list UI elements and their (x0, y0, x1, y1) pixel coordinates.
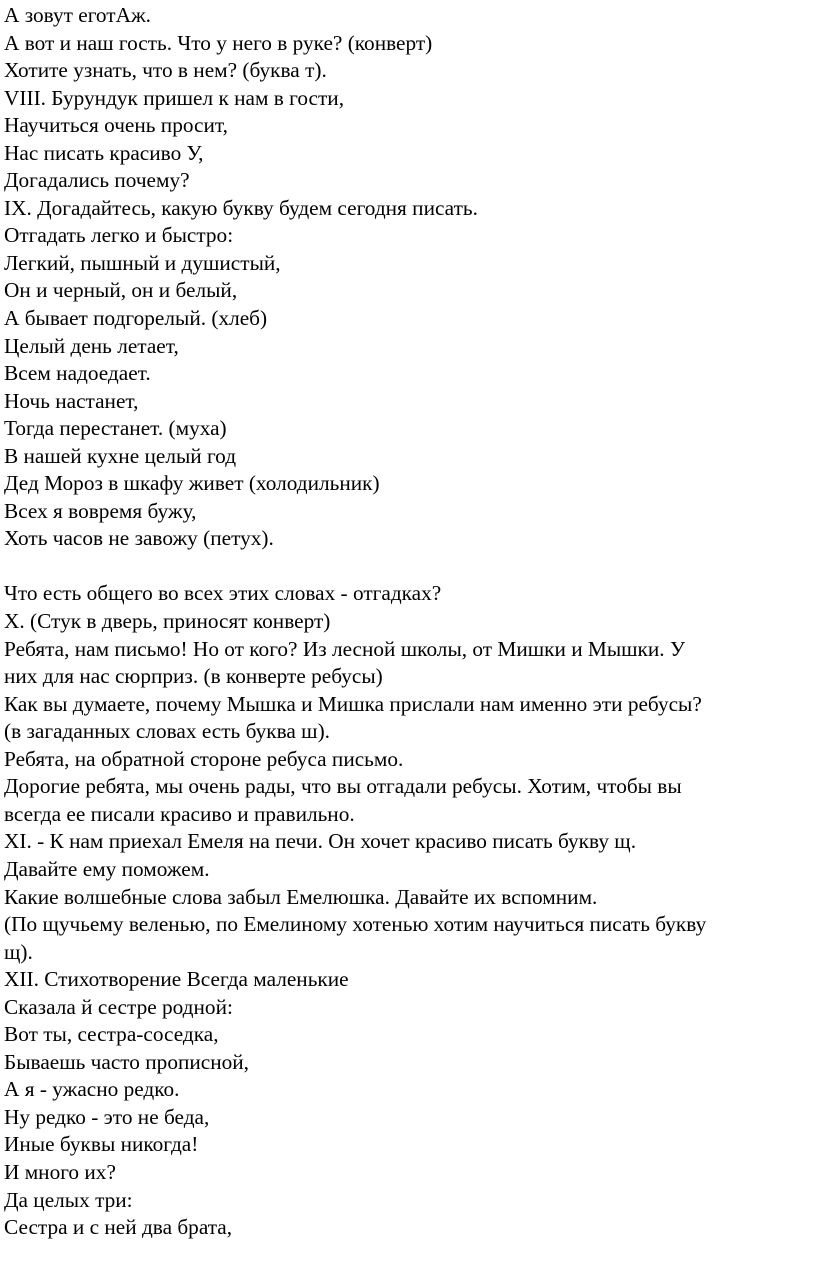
text-line: Ночь настанет, (4, 388, 139, 413)
text-line: Научиться очень просит, (4, 113, 228, 138)
text-line: Вот ты, сестра-соседка, (4, 1022, 219, 1047)
text-line: А зовут еготАж. (4, 3, 151, 27)
text-line: Легкий, пышный и душистый, (4, 250, 281, 275)
blank-line (4, 553, 810, 581)
text-line: IX. Догадайтесь, какую букву будем сегодня писать. (4, 195, 478, 220)
text-line: всегда ее писали красиво и правильно. (4, 801, 355, 826)
text-line: (в загаданных словах есть буква ш). (4, 719, 330, 744)
text-line: Тогда перестанет. (муха) (4, 416, 227, 441)
text-line: Всех я вовремя бужу, (4, 498, 197, 523)
text-line: Да целых три: (4, 1187, 133, 1212)
text-line: Нас писать красиво У, (4, 140, 204, 165)
text-line: Ребята, на обратной стороне ребуса письмо. (4, 746, 404, 771)
text-line: XII. Стихотворение Всегда маленькие (4, 967, 349, 992)
text-block-2 (4, 580, 810, 1241)
text-block-1 (4, 2, 810, 553)
text-line: И много их? (4, 1159, 116, 1184)
text-line: Ну редко - это не беда, (4, 1104, 210, 1129)
text-line: А бывает подгорелый. (хлеб) (4, 306, 268, 331)
text-line: них для нас сюрприз. (в конверте ребусы) (4, 664, 383, 689)
text-line: Бываешь часто прописной, (4, 1049, 249, 1074)
text-line: Отгадать легко и быстро: (4, 223, 234, 248)
text-line: А я - ужасно редко. (4, 1077, 180, 1102)
text-line: Догадались почему? (4, 168, 190, 193)
text-line: Хотите узнать, что в нем? (буква т). (4, 58, 327, 83)
text-line: Как вы думаете, почему Мышка и Мишка прислали нам именно эти ребусы? (4, 691, 702, 716)
text-line: Он и черный, он и белый, (4, 278, 238, 303)
text-line: Сказала й сестре родной: (4, 994, 233, 1019)
text-line: Всем надоедает. (4, 361, 151, 386)
text-line: А вот и наш гость. Что у него в руке? (конверт) (4, 30, 433, 55)
text-line: X. (Стук в дверь, приносят конверт) (4, 609, 331, 634)
text-line: Какие волшебные слова забыл Емелюшка. Давайте их вспомним. (4, 884, 598, 909)
text-line: Иные буквы никогда! (4, 1132, 199, 1157)
text-line: Сестра и с ней два брата, (4, 1215, 233, 1240)
text-line: Дорогие ребята, мы очень рады, что вы отгадали ребусы. Хотим, чтобы вы (4, 774, 682, 799)
text-line: В нашей кухне целый год (4, 443, 237, 468)
text-line: Целый день летает, (4, 333, 179, 358)
text-line: VIII. Бурундук пришел к нам в гости, (4, 85, 345, 110)
text-line: щ). (4, 939, 33, 964)
text-line: (По щучьему веленью, по Емелиному хотенью хотим научиться писать букву (4, 912, 707, 937)
text-line: Что есть общего во всех этих словах - отгадках? (4, 581, 442, 606)
text-line: Хоть часов не завожу (петух). (4, 526, 274, 551)
text-line: Давайте ему поможем. (4, 856, 210, 881)
text-line: XI. - К нам приехал Емеля на печи. Он хочет красиво писать букву щ. (4, 829, 637, 854)
text-line: Дед Мороз в шкафу живет (холодильник) (4, 471, 380, 496)
text-line: Ребята, нам письмо! Но от кого? Из лесной школы, от Мишки и Мышки. У (4, 636, 686, 661)
